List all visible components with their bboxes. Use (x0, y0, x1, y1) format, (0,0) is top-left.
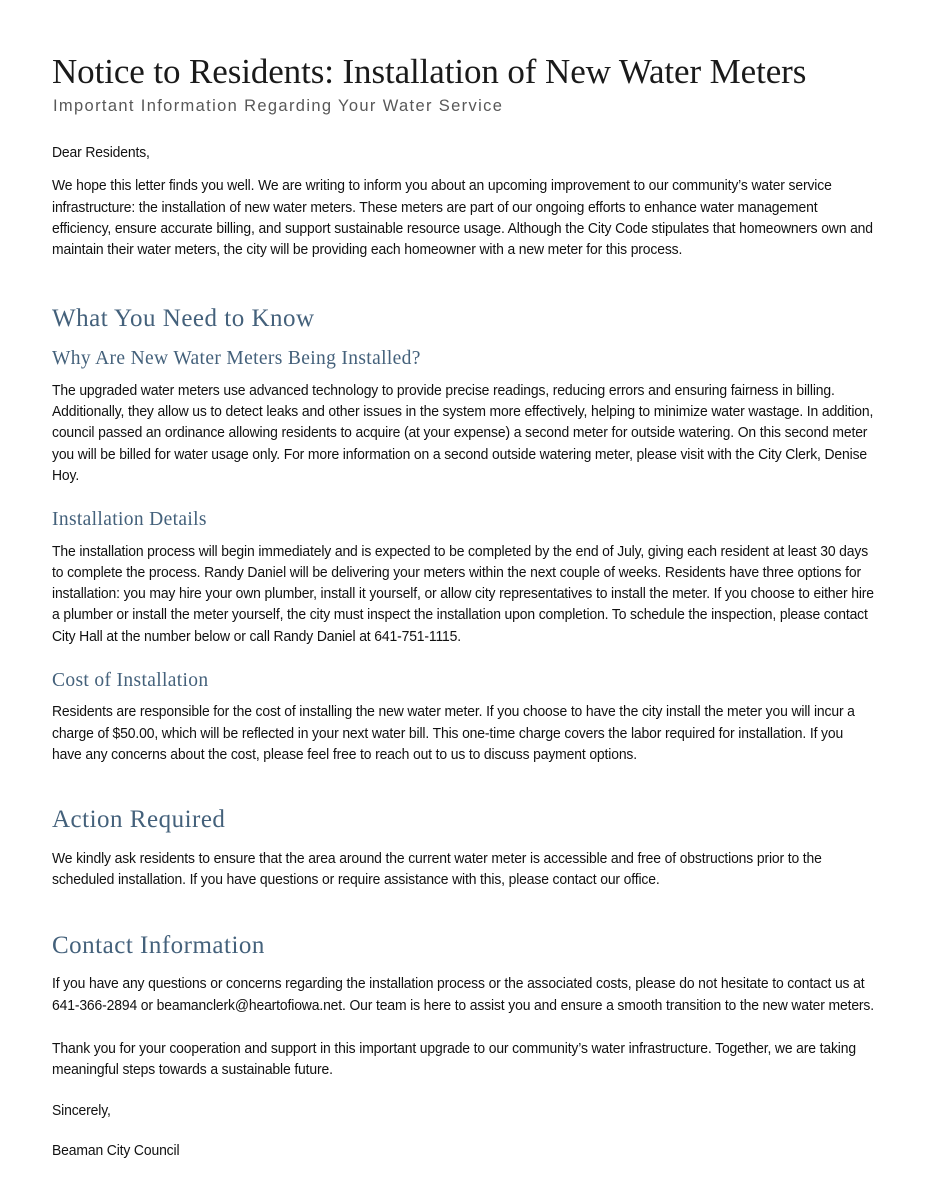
subsection-heading-cost-of-installation: Cost of Installation (52, 670, 209, 692)
paragraph-installation-details: The installation process will begin immediately and is expected to be completed by the end of July, giving each resident at least 30 days to complete the process. Randy Daniel will be delivering your meters within the next couple of weeks. Residents have three options for installation: you may hire your own plumber, install it yourself, or allow city representatives to install the meter. If you choose to either hire a plumber or install the meter yourself, the city must inspect the installation upon completion. To schedule the inspection, please contact City Hall at the number below or call Randy Daniel at 641-751-1115. (52, 543, 874, 645)
document-content (52, 52, 878, 1162)
intro-paragraph: We hope this letter finds you well. We are writing to inform you about an upcoming improvement to our community’s water service infrastructure: the installation of new water meters. These meters are part of our ongoing efforts to enhance water management efficiency, ensure accurate billing, and support sustainable resource usage. Although the City Code stipulates that homeowners own and maintain their water meters, the city will be providing each homeowner with a new meter for this process. (52, 178, 873, 259)
subsection-heading-why-are-new-water-meters-being-installed: Why Are New Water Meters Being Installed? (52, 348, 421, 370)
subsection-heading-installation-details: Installation Details (52, 509, 207, 531)
section-heading-contact-information: Contact Information (52, 931, 265, 959)
page-title: Notice to Residents: Installation of New Water Meters (52, 52, 807, 91)
section-heading-what-you-need-to-know: What You Need to Know (52, 305, 315, 333)
paragraph-action-required: We kindly ask residents to ensure that the area around the current water meter is accessible and free of obstructions prior to the scheduled installation. If you have questions or require assistance with this, please contact our office. (52, 851, 822, 889)
closing-salutation: Sincerely, (52, 1102, 111, 1119)
signature-block: Beaman City Council (52, 1142, 180, 1159)
page-subtitle: Important Information Regarding Your Water Service (53, 97, 504, 116)
paragraph-cost-of-installation: Residents are responsible for the cost of installing the new water meter. If you choose to have the city install the meter you will incur a charge of $50.00, which will be reflected in your next water bill. This one-time charge covers the labor required for installation. If you have any concerns about the cost, please feel free to reach out to us to discuss payment options. (52, 704, 855, 764)
salutation: Dear Residents, (52, 144, 150, 161)
paragraph-why-new-meters: The upgraded water meters use advanced technology to provide precise readings, reducing errors and ensuring fairness in billing. Additionally, they allow us to detect leaks and other issues in the system more effectively, helping to minimize water wastage. In addition, council passed an ordinance allowing residents to acquire (at your expense) a second meter for outside watering. On this second meter you will be billed for water usage only. For more information on a second outside watering meter, please visit with the City Clerk, Denise Hoy. (52, 382, 874, 484)
paragraph-thank-you: Thank you for your cooperation and support in this important upgrade to our community’s water infrastructure. Together, we are taking meaningful steps towards a sustainable future. (52, 1041, 856, 1079)
paragraph-contact-details: If you have any questions or concerns regarding the installation process or the associated costs, please do not hesitate to contact us at 641-366-2894 or beamanclerk@heartofiowa.net. Our team is here to assist you and ensure a smooth transition to the new water meters. (52, 976, 874, 1014)
section-heading-action-required: Action Required (52, 806, 226, 834)
